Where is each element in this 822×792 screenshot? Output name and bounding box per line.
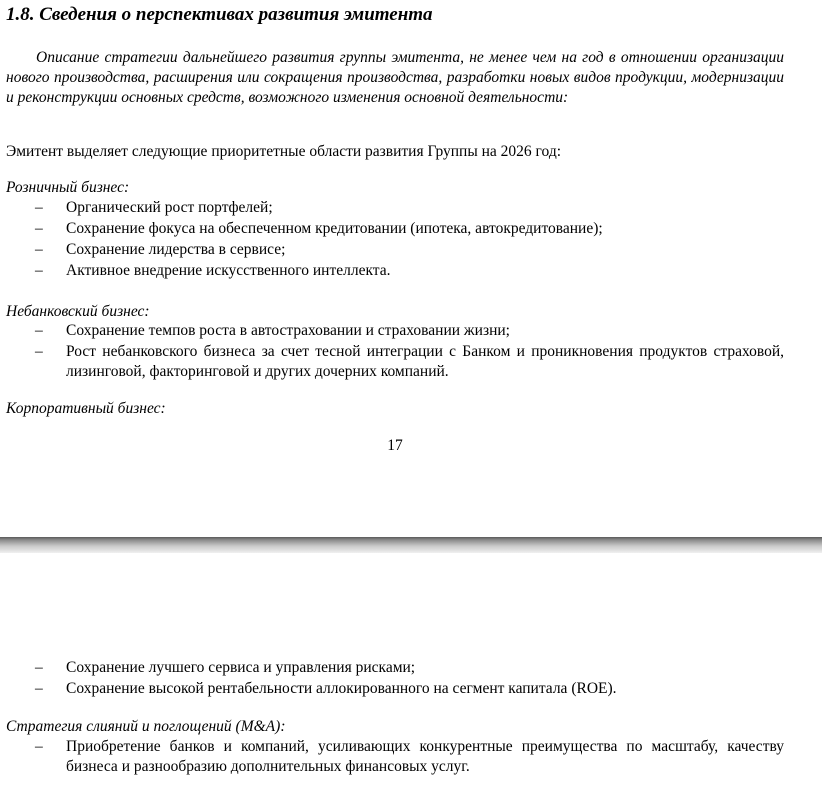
list-item-text: Рост небанковского бизнеса за счет тесной интеграции с Банком и проникновения продуктов страховой, лизинговой, факторинговой и других дочерних компаний.	[66, 343, 784, 380]
dash-bullet: –	[35, 343, 43, 360]
dash-bullet: –	[35, 241, 43, 258]
page-break-divider	[0, 537, 822, 553]
corporate-list	[0, 658, 784, 700]
list-item-text: Активное внедрение искусственного интеллекта.	[66, 262, 391, 279]
list-item	[0, 342, 784, 382]
list-item	[0, 198, 784, 218]
list-item	[0, 321, 784, 341]
dash-bullet: –	[35, 322, 43, 339]
page-number: 17	[387, 437, 403, 454]
document-page-18	[0, 553, 822, 792]
dash-bullet: –	[35, 659, 43, 676]
list-item-text: Сохранение высокой рентабельности аллокированного на сегмент капитала (ROE).	[66, 680, 617, 697]
list-item	[0, 679, 784, 699]
list-item-text: Сохранение фокуса на обеспеченном кредитовании (ипотека, автокредитование);	[66, 220, 603, 237]
list-item-text: Органический рост портфелей;	[66, 199, 273, 216]
nonbank-list	[0, 321, 784, 383]
dash-bullet: –	[35, 738, 43, 755]
retail-list	[0, 198, 784, 282]
dash-bullet: –	[35, 199, 43, 216]
list-item	[0, 737, 784, 777]
list-item	[0, 658, 784, 678]
dash-bullet: –	[35, 220, 43, 237]
mna-list	[0, 737, 784, 778]
strategy-intro-paragraph: Описание стратегии дальнейшего развития группы эмитента, не менее чем на год в отношении организации нового производства, расширения или сокращения производства, разработки новых видов продукции, модернизации и реконструкции основных средств, возможного изменения основной деятельности:	[6, 49, 784, 106]
dash-bullet: –	[35, 680, 43, 697]
corporate-heading: Корпоративный бизнес:	[6, 400, 166, 417]
retail-heading: Розничный бизнес:	[6, 179, 130, 196]
mna-heading: Стратегия слияний и поглощений (M&A):	[6, 718, 286, 735]
list-item-text: Сохранение темпов роста в автостраховании и страховании жизни;	[66, 322, 510, 339]
dash-bullet: –	[35, 262, 43, 279]
list-item	[0, 219, 784, 239]
section-title: 1.8. Сведения о перспективах развития эмитента	[6, 4, 433, 25]
nonbank-heading: Небанковский бизнес:	[6, 303, 150, 320]
list-item-text: Приобретение банков и компаний, усиливающих конкурентные преимущества по масштабу, качеству бизнеса и разнообразию дополнительных финансовых услуг.	[66, 738, 784, 775]
priorities-lead-text: Эмитент выделяет следующие приоритетные области развития Группы на 2026 год:	[6, 143, 562, 160]
list-item-text: Сохранение лучшего сервиса и управления рисками;	[66, 659, 416, 676]
list-item	[0, 240, 784, 260]
list-item	[0, 261, 784, 281]
list-item-text: Сохранение лидерства в сервисе;	[66, 241, 286, 258]
